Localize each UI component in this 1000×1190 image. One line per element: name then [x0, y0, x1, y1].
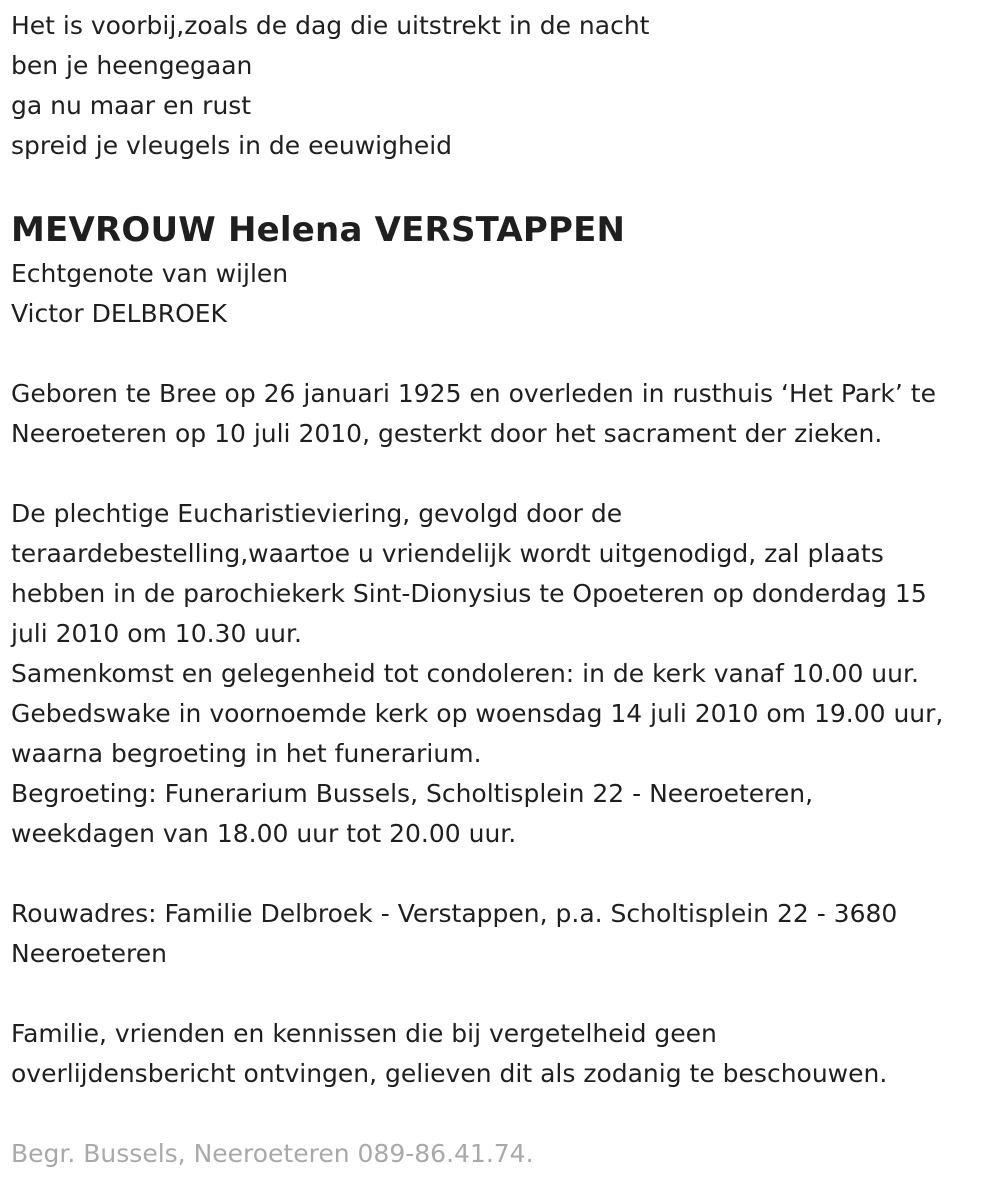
text-line: Gebedswake in voornoemde kerk op woensdag 14 juli 2010 om 19.00 uur,	[11, 699, 944, 728]
text-line: De plechtige Eucharistieviering, gevolgd door de	[11, 499, 623, 528]
text-line: Begroeting: Funerarium Bussels, Scholtisplein 22 - Neeroeteren,	[11, 779, 814, 808]
birth-death-info	[11, 374, 992, 454]
text-line: waarna begroeting in het funerarium.	[11, 739, 482, 768]
text-line: Neeroeteren op 10 juli 2010, gesterkt door het sacrament der zieken.	[11, 419, 883, 448]
text-line: juli 2010 om 10.30 uur.	[11, 619, 302, 648]
text-line: weekdagen van 18.00 uur tot 20.00 uur.	[11, 819, 517, 848]
text-line: spreid je vleugels in de eeuwigheid	[11, 131, 453, 160]
text-line: Echtgenote van wijlen	[11, 259, 289, 288]
text-line: Familie, vrienden en kennissen die bij vergetelheid geen	[11, 1019, 717, 1048]
relation-lines	[11, 254, 992, 334]
text-line: Neeroeteren	[11, 939, 168, 968]
mourning-address	[11, 894, 992, 974]
funeral-home-credit: Begr. Bussels, Neeroeteren 089-86.41.74.	[11, 1139, 534, 1168]
opening-poem	[11, 6, 992, 166]
text-line: hebben in de parochiekerk Sint-Dionysius te Opoeteren op donderdag 15	[11, 579, 927, 608]
text-line: Geboren te Bree op 26 januari 1925 en overleden in rusthuis ‘Het Park’ te	[11, 379, 936, 408]
text-line: ga nu maar en rust	[11, 91, 252, 120]
text-line: Rouwadres: Familie Delbroek - Verstappen, p.a. Scholtisplein 22 - 3680	[11, 899, 898, 928]
deceased-name-title: MEVROUW Helena VERSTAPPEN	[11, 210, 626, 250]
text-line: Samenkomst en gelegenheid tot condoleren: in de kerk vanaf 10.00 uur.	[11, 659, 919, 688]
text-line: overlijdensbericht ontvingen, gelieven dit als zodanig te beschouwen.	[11, 1059, 888, 1088]
text-line: ben je heengegaan	[11, 51, 253, 80]
text-line: Victor DELBROEK	[11, 299, 227, 328]
forgetfulness-notice	[11, 1014, 992, 1094]
text-line: Het is voorbij,zoals de dag die uitstrekt in de nacht	[11, 11, 650, 40]
service-info	[11, 494, 992, 854]
text-line: teraardebestelling,waartoe u vriendelijk wordt uitgenodigd, zal plaats	[11, 539, 884, 568]
